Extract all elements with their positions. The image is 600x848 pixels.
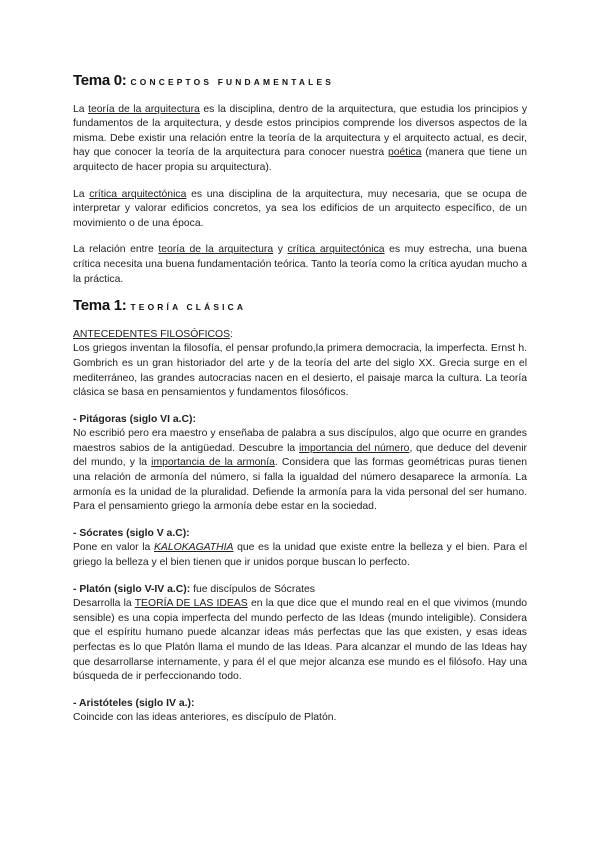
- term-teoria-ideas: TEORÍA DE LAS IDEAS: [134, 598, 248, 610]
- pitagoras-section: [73, 413, 527, 515]
- tema1-heading: [73, 299, 527, 316]
- text: (manera que tiene un arquitecto de hacer propia su arquitectura).: [73, 147, 527, 173]
- tema0-paragraph-2: [73, 188, 527, 232]
- text: fue discípulos de Sócrates: [190, 583, 315, 595]
- text: y: [273, 244, 288, 256]
- term-critica-arquitectonica: crítica arquitectónica: [89, 188, 187, 200]
- aristoteles-heading: - Aristóteles (siglo IV a.):: [73, 697, 195, 709]
- aristoteles-section: [73, 697, 527, 726]
- antecedentes-text: Los griegos inventan la filosofía, el pensar profundo,la primera democracia, la imperfecta. Ernst h. Gombrich es un gran historiador del arte y de la teoría del arte del siglo XX. Grecia surge en el mediterráneo, las grandes autocracias nacen en el desierto, el paisaje marca la cultura. La teoría clásica se basa en pensamientos y fundamentos filosóficos.: [73, 343, 527, 399]
- text: La relación entre: [73, 244, 159, 256]
- pitagoras-text: [73, 427, 527, 515]
- platon-heading-bold: - Platón (siglo V-IV a.C):: [73, 583, 191, 595]
- platon-text: [73, 597, 527, 685]
- tema0-paragraph-3: [73, 243, 527, 287]
- text: Desarrolla la: [73, 598, 135, 610]
- term-importancia-armonia: importancia de la armonía: [151, 457, 275, 469]
- document-page: [73, 74, 527, 738]
- text: Pone en valor la: [73, 542, 154, 554]
- term-teoria-arquitectura: teoría de la arquitectura: [88, 103, 200, 115]
- tema0-paragraph-1: [73, 103, 527, 176]
- term-teoria-arquitectura: teoría de la arquitectura: [158, 244, 274, 256]
- text: La: [73, 103, 89, 115]
- tema0-heading: [73, 74, 527, 91]
- text: que es la unidad que existe entre la belleza y el bien. Para el griego la belleza y el bien tienen que ir unidos porque buscan lo perfecto.: [73, 542, 528, 569]
- text: , que deduce del devenir del mundo, y la: [73, 442, 527, 469]
- antecedentes-heading: [73, 328, 527, 343]
- text: :: [230, 328, 233, 340]
- text: es la disciplina, dentro de la arquitectura, que estudia los principios y fundamentos de la arquitectura, y desde estos principios comprende los diversos aspectos de la misma. Debe existir una relación entre la teoría de la arquitectura y el arquitecto actual, es decir, hay que conocer la teoría de la arquitectura para conocer nuestra: [73, 103, 528, 159]
- socrates-heading: - Sócrates (siglo V a.C):: [73, 527, 190, 539]
- text: La: [73, 188, 90, 200]
- tema1-number: Tema 1:: [73, 297, 127, 315]
- text: No escribió pero era maestro y enseñaba de palabra a sus discípulos, algo que ocurre en grandes maestros sabios de la antigüedad. Descubre la: [73, 428, 527, 454]
- term-poetica: poética: [387, 147, 422, 159]
- text: en la que dice que el mundo real en el que vivimos (mundo sensible) es una copia imperfecta del mundo perfecto de las Ideas (mundo inteligible). Considera que el espíritu humano puede alcanzar ideas más perfectas que las que existen, y esas ideas perfectas es lo que Platón llama el mundo de las Ideas. Para alcanzar el mundo de las Ideas hay que desarrollarse internamente, y para él el que mejor alcanza ese mundo es el filósofo. Hay una búsqueda de ir perfeccionando todo.: [73, 598, 527, 683]
- term-kalokagathia: KALOKAGATHIA: [153, 542, 234, 554]
- text: . Considera que las formas geométricas puras tienen una relación de armonía del número, si falla la igualdad del número desaparece la armonía. La armonía es la unidad de la pluralidad. Defiende la armonía para la vida personal del ser humano. Para el pensamiento griego la armonía debe estar en la sociedad.: [73, 457, 528, 513]
- term-critica-arquitectonica: crítica arquitectónica: [287, 244, 385, 256]
- socrates-section: [73, 527, 527, 571]
- text: es una disciplina de la arquitectura, muy necesaria, que se ocupa de interpretar y valorar edificios concretos, ya sea los edificios de un arquitecto específico, de un movimiento o de una época.: [73, 188, 527, 229]
- platon-section: [73, 583, 527, 685]
- text: es muy estrecha, una buena crítica necesita una buena fundamentación teórica. Tanto la teoría como la crítica ayudan mucho a la práctica.: [73, 244, 527, 285]
- socrates-text: [73, 541, 527, 570]
- antecedentes-section: [73, 328, 527, 401]
- tema0-title: CONCEPTOS FUNDAMENTALES: [130, 77, 335, 87]
- aristoteles-text: Coincide con las ideas anteriores, es discípulo de Platón.: [73, 712, 337, 724]
- pitagoras-heading: - Pitágoras (siglo VI a.C):: [73, 413, 196, 425]
- tema0-number: Tema 0:: [73, 72, 127, 89]
- term-importancia-numero: importancia del número: [299, 442, 410, 454]
- tema1-title: TEORÍA CLÁSICA: [130, 302, 247, 313]
- platon-heading: [73, 583, 527, 598]
- antecedentes-label: ANTECEDENTES FILOSÓFICOS: [73, 328, 231, 340]
